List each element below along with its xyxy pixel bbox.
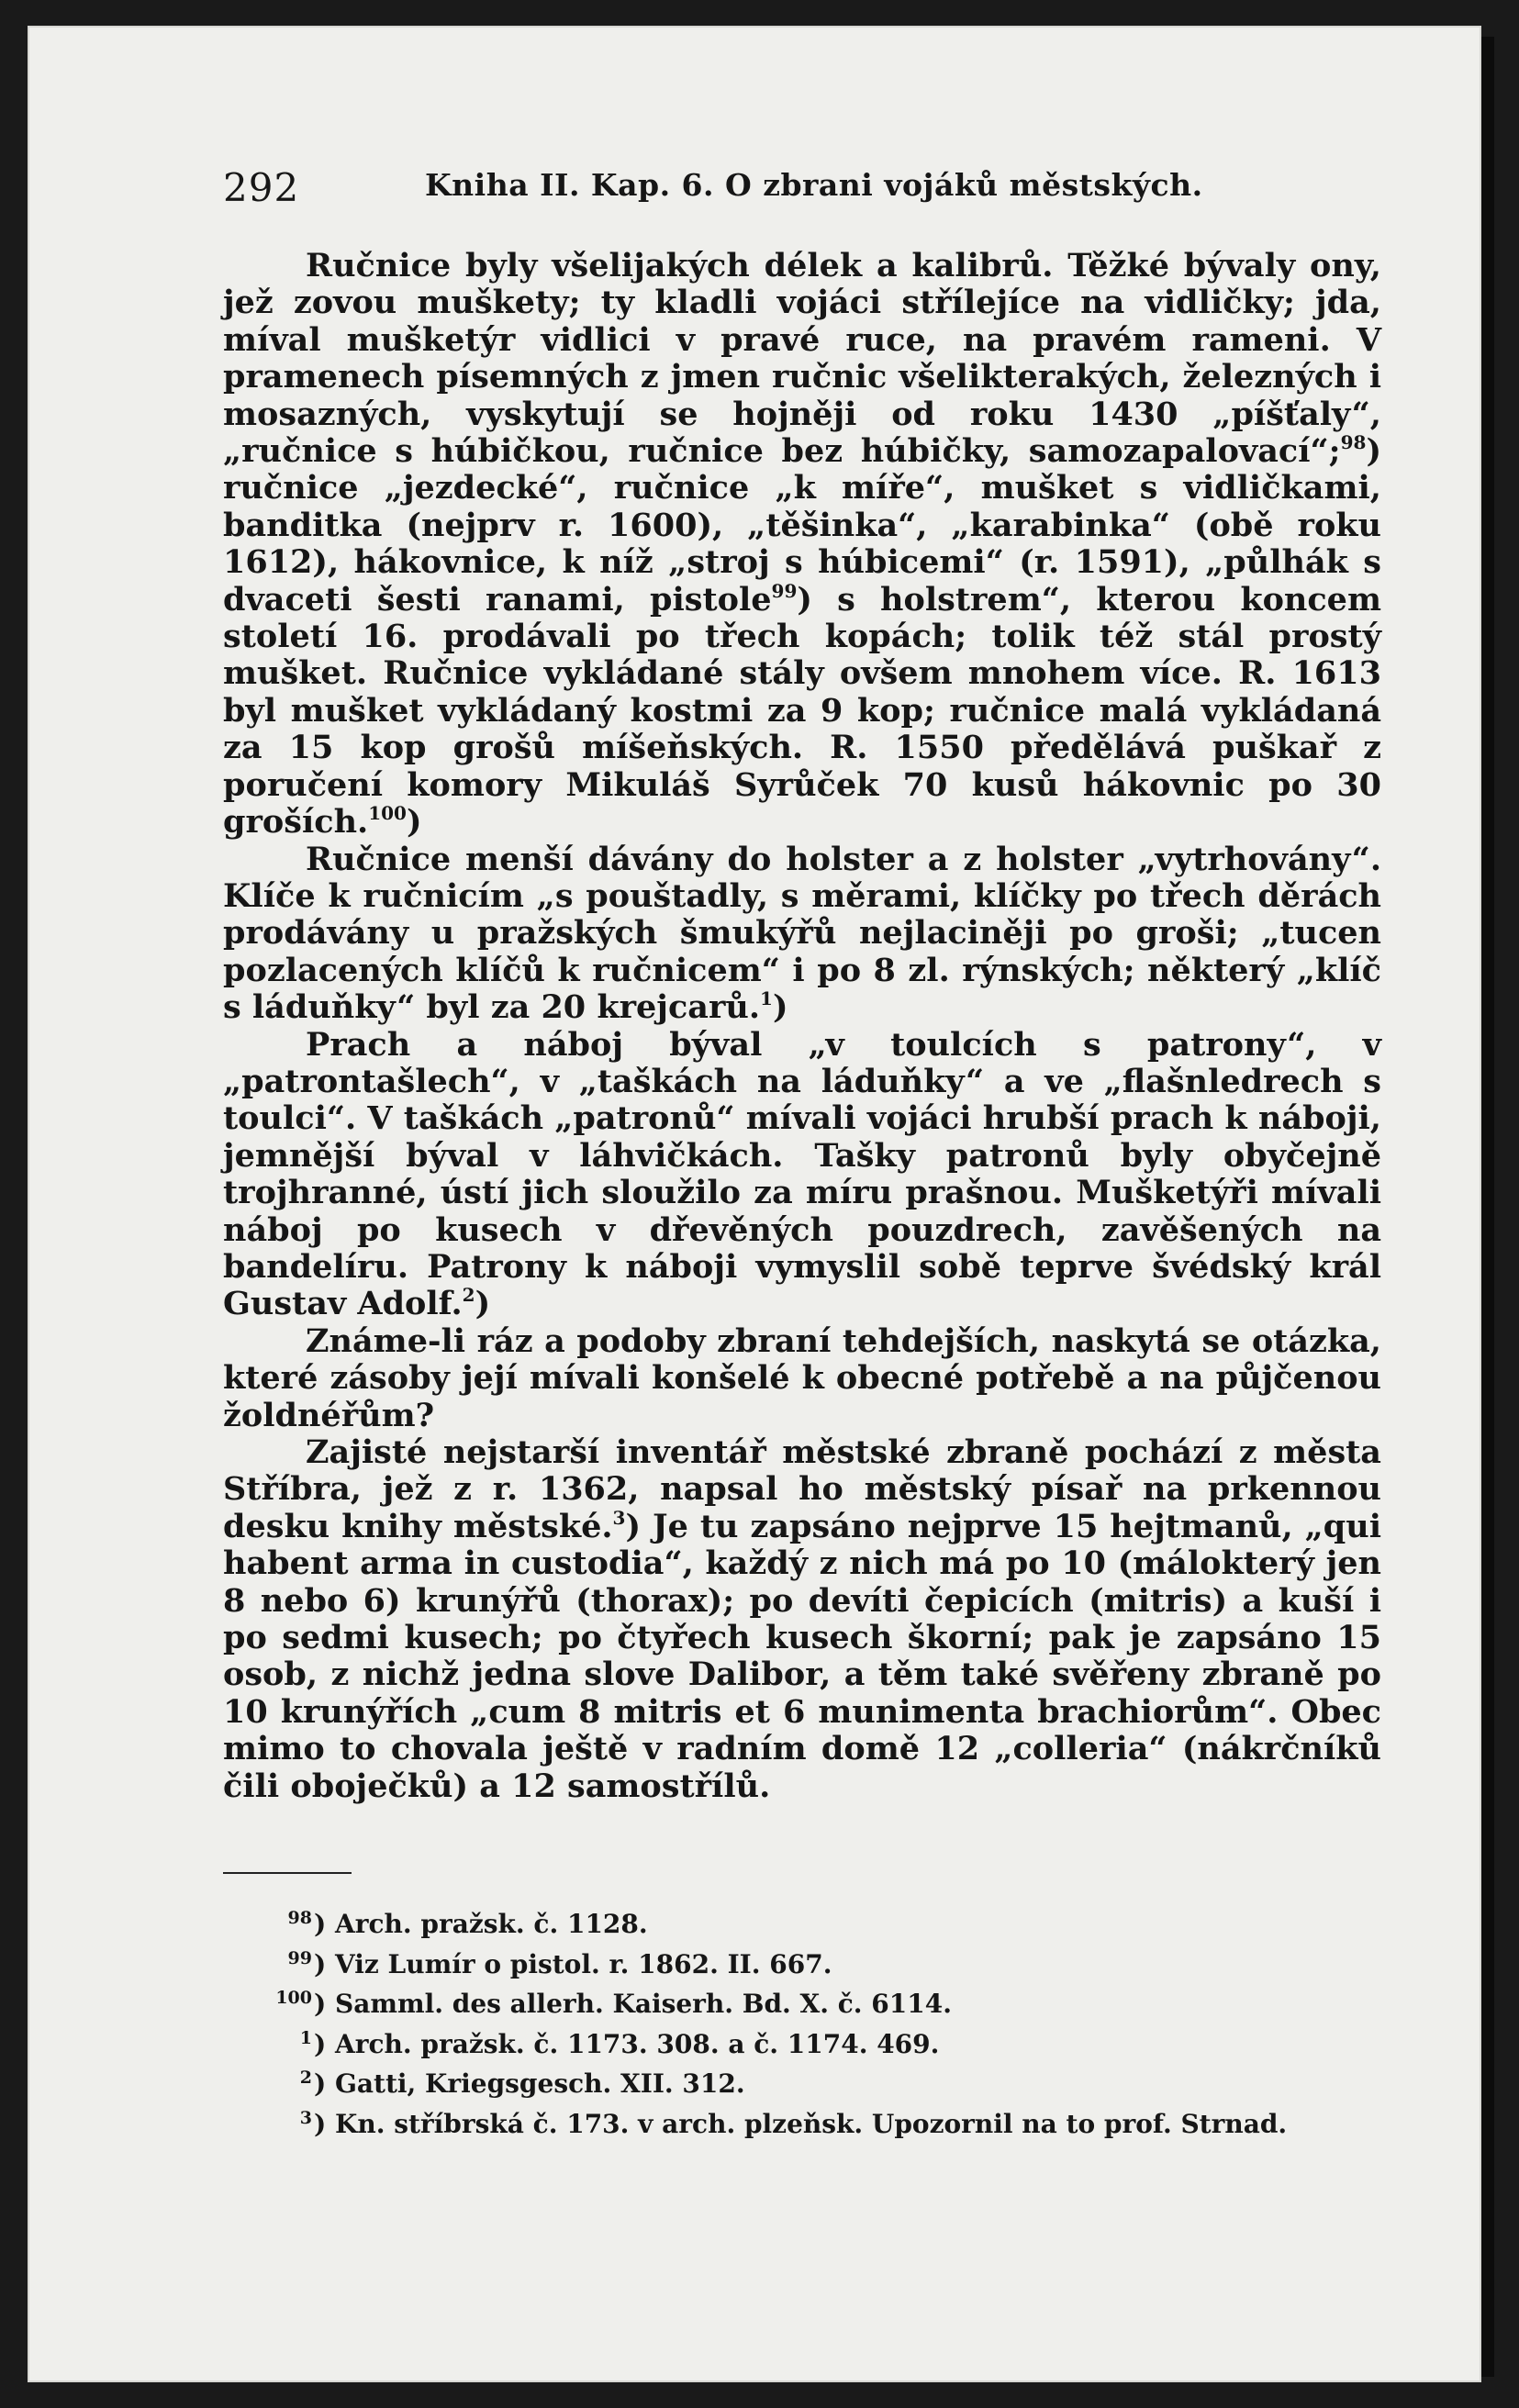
footnote-ref-99: 99 [771,579,798,602]
paragraph-firearms: Ručnice byly všelijakých délek a kalibrů. Těžké bývaly ony, jež zovou muškety; ty kladli vojáci střílejíce na vidličky; jda, míval mušketýr vidlici v pravé ruce, na pravém rameni. V pramenech písemných z jmen ručnic všelikterakých, železných i mosazných, vyskytují se hojněji od roku 1430 „píšťaly“, „ručnice s húbičkou, ručnice bez húbičky, samozapalovací“;$^{98}$) ručnice „jezdecké“, ručnice „k míře“, mušket s vidličkami, banditka (nejprv r. 1600), „těšinka“, „karabinka“ (obě roku 1612), hákovnice, k níž „stroj s húbicemi“ (r. 1591), „půlhák s dvaceti šesti ranami, pistole$^{99}$) s holstrem“, kterou koncem století 16. prodávali po třech kopách; tolik též stál prostý mušket. Ručnice vykládané stály ovšem mnohem více. R. 1613 byl mušket vykládaný kostmi za 9 kop; ručnice malá vykládaná za 15 kop grošů míšeňských. R. 1550 předělává puškař z poručení komory Mikuláš Syrůček 70 kusů hákovnic po 30 groších.$^{100}$) [223,247,1381,842]
paragraph-question: Známe-li ráz a podoby zbraní tehdejších, naskytá se otázka, které zásoby její mívali konšelé k obecné potřebě a na půjčenou žoldnéřům? [223,1321,1381,1434]
footnote-ref-3: 3 [612,1506,626,1529]
footnote: 1) Arch. pražsk. č. 1173. 308. a č. 1174. 469. [299,2027,940,2059]
footnote-ref-98: 98 [1340,431,1367,454]
body-text [223,248,1381,1805]
footnote-separator [223,1872,352,1874]
running-header [195,156,1389,211]
footnote-ref-100: 100 [368,802,407,825]
running-title: Kniha II. Kap. 6. O zbrani vojáků městských. [425,167,1203,203]
footnote: 2) Gatti, Kriegsgesch. XII. 312. [299,2068,745,2099]
footnote: 3) Kn. stříbrská č. 173. v arch. plzeňsk. Upozornil na to prof. Strnad. [299,2107,1288,2139]
footnote: 100) Samml. des allerh. Kaiserh. Bd. X. č. 6114. [275,1988,952,2019]
paragraph-powder: Prach a náboj býval „v toulcích s patrony“, v „patrontašlech“, v „taškách na láduňky“ a ve „flašnledrech s toulci“. V taškách „patronů“ mívali vojáci hrubší prach k náboji, jemnější býval v láhvičkách. Tašky patronů byly obyčejně trojhranné, ústí jich sloužilo za míru prašnou. Mušketýři mívali náboj po kusech v dřevěných pouzdrech, zavěšených na bandelíru. Patrony k náboji vymyslil sobě teprve švédský král Gustav Adolf.$^2$) [223,1025,1381,1323]
footnote-ref-1: 1 [760,987,773,1010]
footnotes [275,1901,1395,2141]
page-edge [1481,37,1494,2377]
footnote: 98) Arch. pražsk. č. 1128. [287,1908,648,1939]
footnote-ref-2: 2 [462,1284,475,1307]
footnote: 99) Viz Lumír o pistol. r. 1862. II. 667. [287,1947,832,1979]
paragraph-holsters: Ručnice menší dávány do holster a z holster „vytrhovány“. Klíče k ručnicím „s pouštadly, s měrami, klíčky po třech děrách prodávány u pražských šmukýřů nejlaciněji po groši; „tucen pozlacených klíčů k ručnicem“ i po 8 zl. rýnských; některý „klíč s láduňky“ byl za 20 krejcarů.$^1$) [223,840,1381,1027]
paragraph-inventory: Zajisté nejstarší inventář městské zbraně pochází z města Stříbra, jež z r. 1362, napsal ho městský písař na prkennou desku knihy městské.$^3$) Je tu zapsáno nejprve 15 hejtmanů, „qui habent arma in custodia“, každý z nich má po 10 (málokterý jen 8 nebo 6) krunýřů (thorax); po devíti čepicích (mitris) a kuší i po sedmi kusech; po čtyřech kusech škorní; pak je zapsáno 15 osob, z nichž jedna slove Dalibor, a těm také svěřeny zbraně po 10 krunýřích „cum 8 mitris et 6 munimenta brachiorům“. Obec mimo to chovala ještě v radním domě 12 „colleria“ (nákrčníků čili oboječků) a 12 samostřílů. [223,1433,1381,1805]
page-number: 292 [223,165,300,210]
